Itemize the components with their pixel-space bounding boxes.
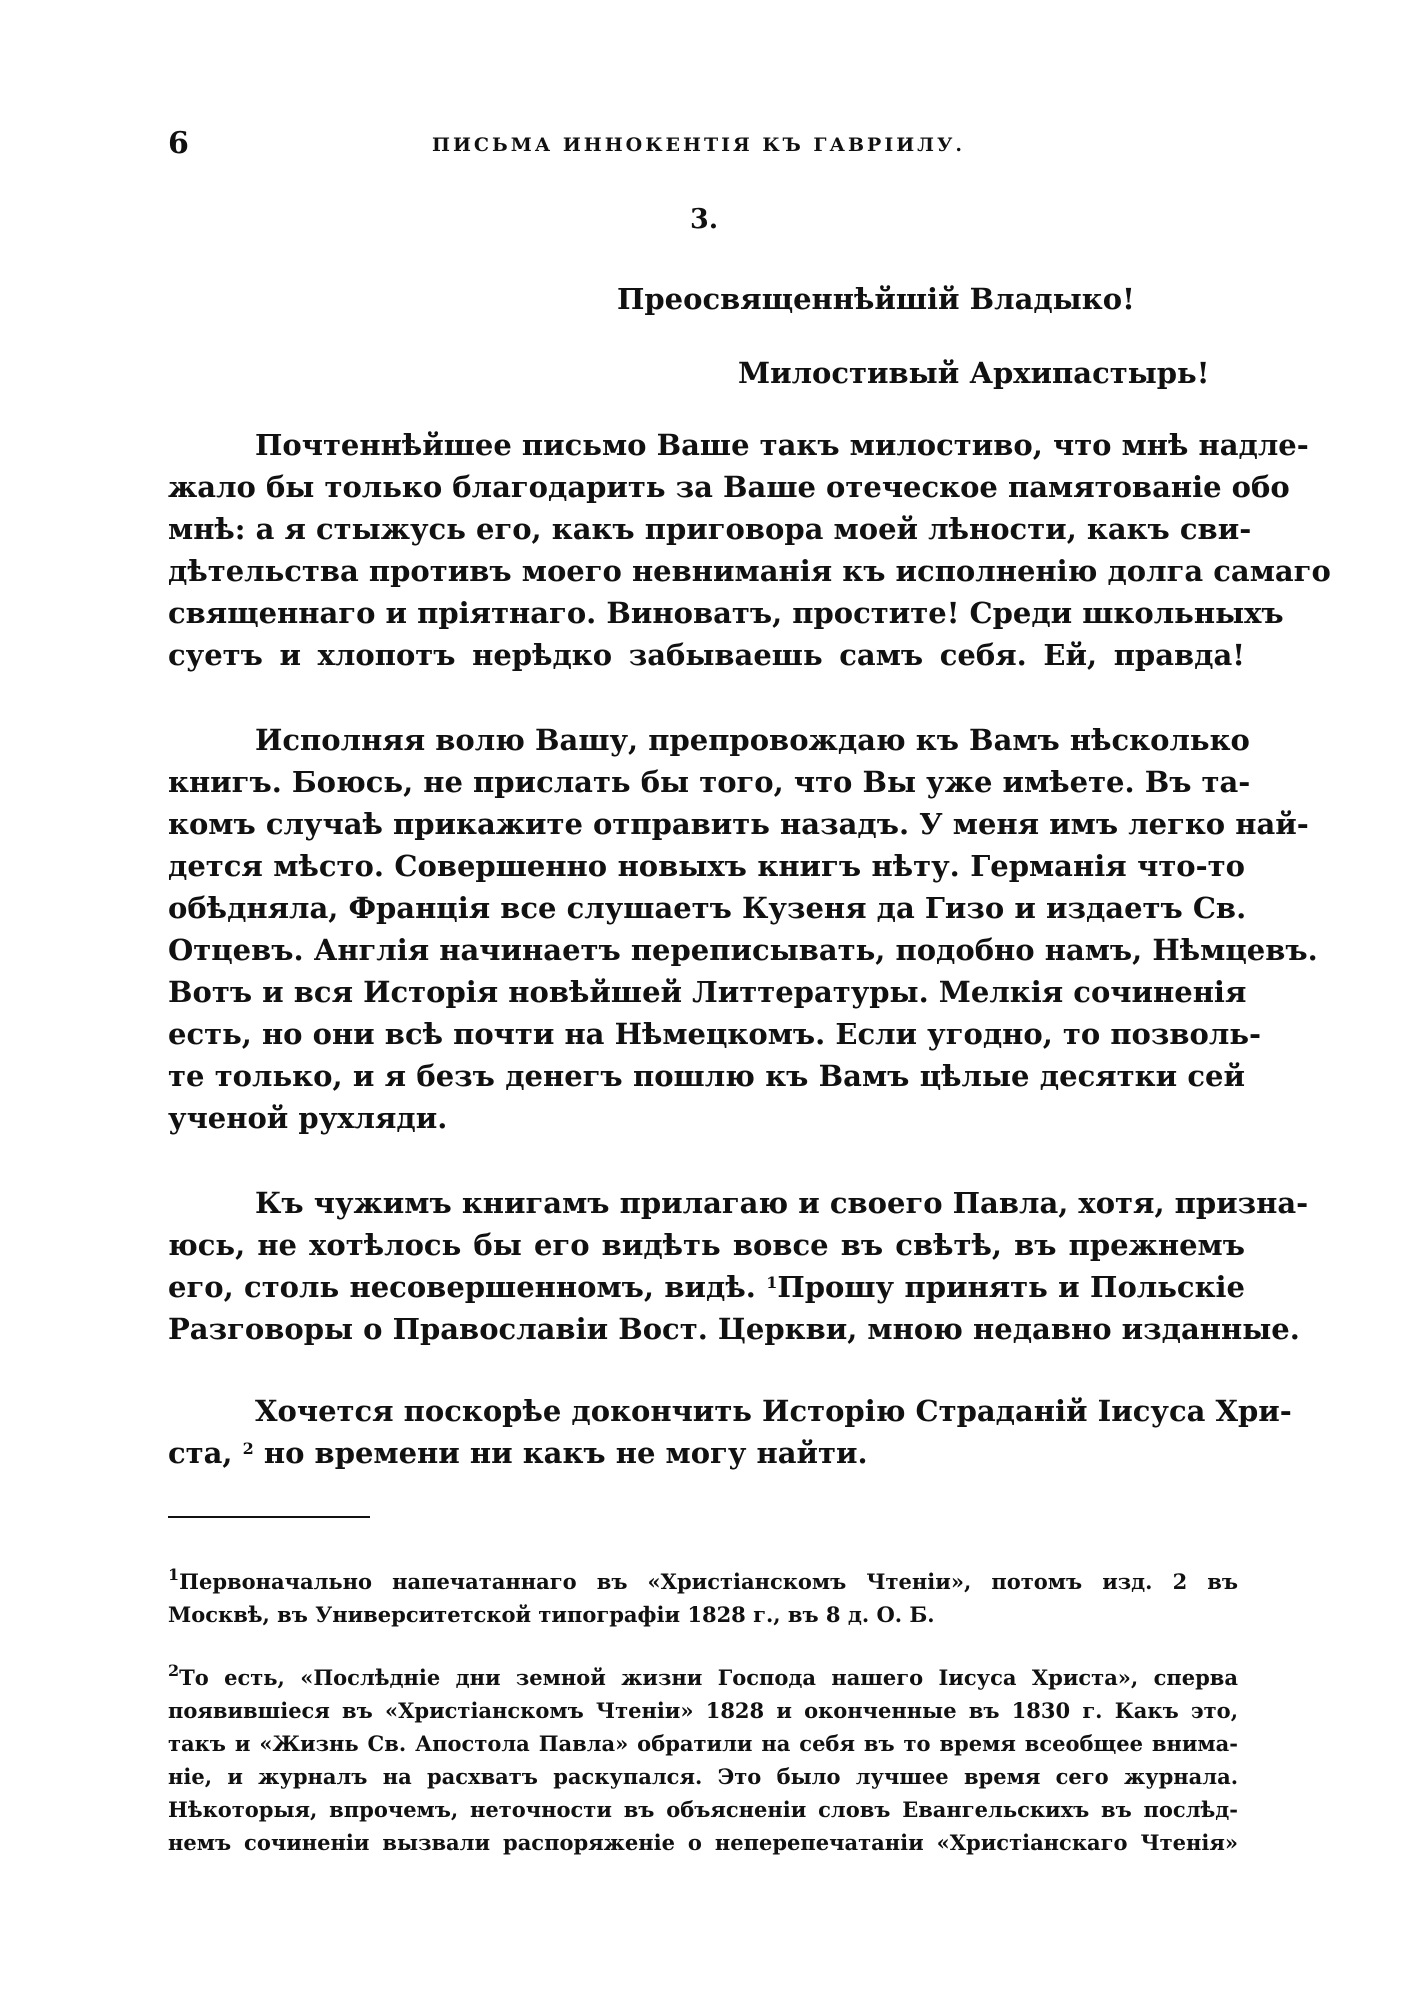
- text-line: обѣдняла, Франція все слушаетъ Кузеня да Гизо и издаетъ Св.: [168, 891, 1247, 925]
- text-line: ученой рухляди.: [168, 1101, 448, 1135]
- text-line: дется мѣсто. Совершенно новыхъ книгъ нѣту. Германія что-то: [168, 849, 1245, 883]
- text-fragment: но времени ни какъ не могу найти.: [263, 1436, 868, 1470]
- paragraph: [168, 719, 1318, 1139]
- text-line: Исполняя волю Вашу, препровождаю къ Вамъ нѣсколько: [255, 723, 1250, 757]
- text-line: юсь, не хотѣлось бы его видѣть вовсе въ свѣтѣ, въ прежнемъ: [168, 1228, 1245, 1262]
- text-line: комъ случаѣ прикажите отправить назадъ. У меня имъ легко най-: [168, 807, 1309, 841]
- text-line: Вотъ и вся Исторія новѣйшей Литтературы. Мелкія сочиненія: [168, 975, 1247, 1009]
- footnote: [168, 1661, 1238, 1859]
- text-line: Разговоры о Православіи Вост. Церкви, мною недавно изданные.: [168, 1312, 1300, 1346]
- paragraph: [168, 1182, 1309, 1350]
- text-line: Нѣкоторыя, впрочемъ, неточности въ объясненіи словъ Евангельскихъ въ послѣд-: [168, 1797, 1238, 1822]
- letter-number: 3.: [690, 204, 719, 235]
- text-line: дѣтельства противъ моего невниманія къ исполненію долга самаго: [168, 554, 1331, 588]
- text-fragment: Первоначально напечатаннаго въ «Христіанскомъ Чтеніи», потомъ изд. 2 въ: [179, 1569, 1238, 1594]
- text-line: появившіеся въ «Христіанскомъ Чтеніи» 1828 и оконченные въ 1830 г. Какъ это,: [168, 1698, 1238, 1723]
- text-line: [168, 1266, 1245, 1308]
- paragraph: [168, 424, 1331, 676]
- running-title: ПИСЬМА ИННОКЕНТІЯ КЪ ГАВРІИЛУ.: [432, 134, 966, 156]
- text-fragment: Прошу принять и Польскіе: [777, 1270, 1245, 1304]
- text-line: есть, но они всѣ почти на Нѣмецкомъ. Если угодно, то позволь-: [168, 1017, 1262, 1051]
- text-line: Хочется поскорѣе докончить Исторію Страданій Іисуса Хри-: [255, 1394, 1292, 1428]
- text-fragment: То есть, «Послѣдніе дни земной жизни Господа нашего Іисуса Христа», сперва: [179, 1665, 1238, 1690]
- text-line: жало бы только благодарить за Ваше отеческое памятованіе обо: [168, 470, 1290, 504]
- salutation-line: Милостивый Архипастырь!: [738, 356, 1210, 390]
- footnote-divider: [168, 1516, 370, 1518]
- text-line: немъ сочиненіи вызвали распоряженіе о неперепечатаніи «Христіанскаго Чтенія»: [168, 1830, 1238, 1855]
- text-line: [168, 1661, 1238, 1694]
- text-line: книгъ. Боюсь, не прислать бы того, что Вы уже имѣете. Въ та-: [168, 765, 1251, 799]
- page-number: 6: [168, 126, 189, 161]
- text-line: Отцевъ. Англія начинаетъ переписывать, подобно намъ, Нѣмцевъ.: [168, 933, 1318, 967]
- running-head: [168, 126, 1238, 166]
- text-line: [168, 1432, 1245, 1474]
- text-line: те только, и я безъ денегъ пошлю къ Вамъ цѣлые десятки сей: [168, 1059, 1245, 1093]
- text-fragment: ста,: [168, 1436, 233, 1470]
- text-line: мнѣ: а я стыжусь его, какъ приговора моей лѣности, какъ сви-: [168, 512, 1252, 546]
- footnote: [168, 1565, 1238, 1631]
- text-line: такъ и «Жизнь Св. Апостола Павла» обратили на себя въ то время всеобщее внима-: [168, 1731, 1238, 1756]
- text-line: священнаго и пріятнаго. Виноватъ, простите! Среди школьныхъ: [168, 596, 1284, 630]
- footnote-ref: 1: [766, 1273, 778, 1292]
- salutation-line: Преосвященнѣйшій Владыко!: [617, 282, 1135, 316]
- paragraph: [168, 1390, 1292, 1474]
- text-line: суетъ и хлопотъ нерѣдко забываешь самъ себя. Ей, правда!: [168, 638, 1245, 672]
- text-line: Почтеннѣйшее письмо Ваше такъ милостиво, что мнѣ надле-: [255, 428, 1309, 462]
- text-line: Къ чужимъ книгамъ прилагаю и своего Павла, хотя, призна-: [255, 1186, 1309, 1220]
- footnote-ref: 2: [242, 1439, 254, 1458]
- text-line: [168, 1565, 1238, 1598]
- footnote-marker: 1: [168, 1565, 180, 1584]
- text-line: Москвѣ, въ Университетской типографіи 1828 г., въ 8 д. О. Б.: [168, 1602, 935, 1627]
- text-line: ніе, и журналъ на расхватъ раскупался. Это было лучшее время сего журнала.: [168, 1764, 1238, 1789]
- footnote-marker: 2: [168, 1661, 180, 1680]
- text-fragment: его, столь несовершенномъ, видѣ.: [168, 1270, 756, 1304]
